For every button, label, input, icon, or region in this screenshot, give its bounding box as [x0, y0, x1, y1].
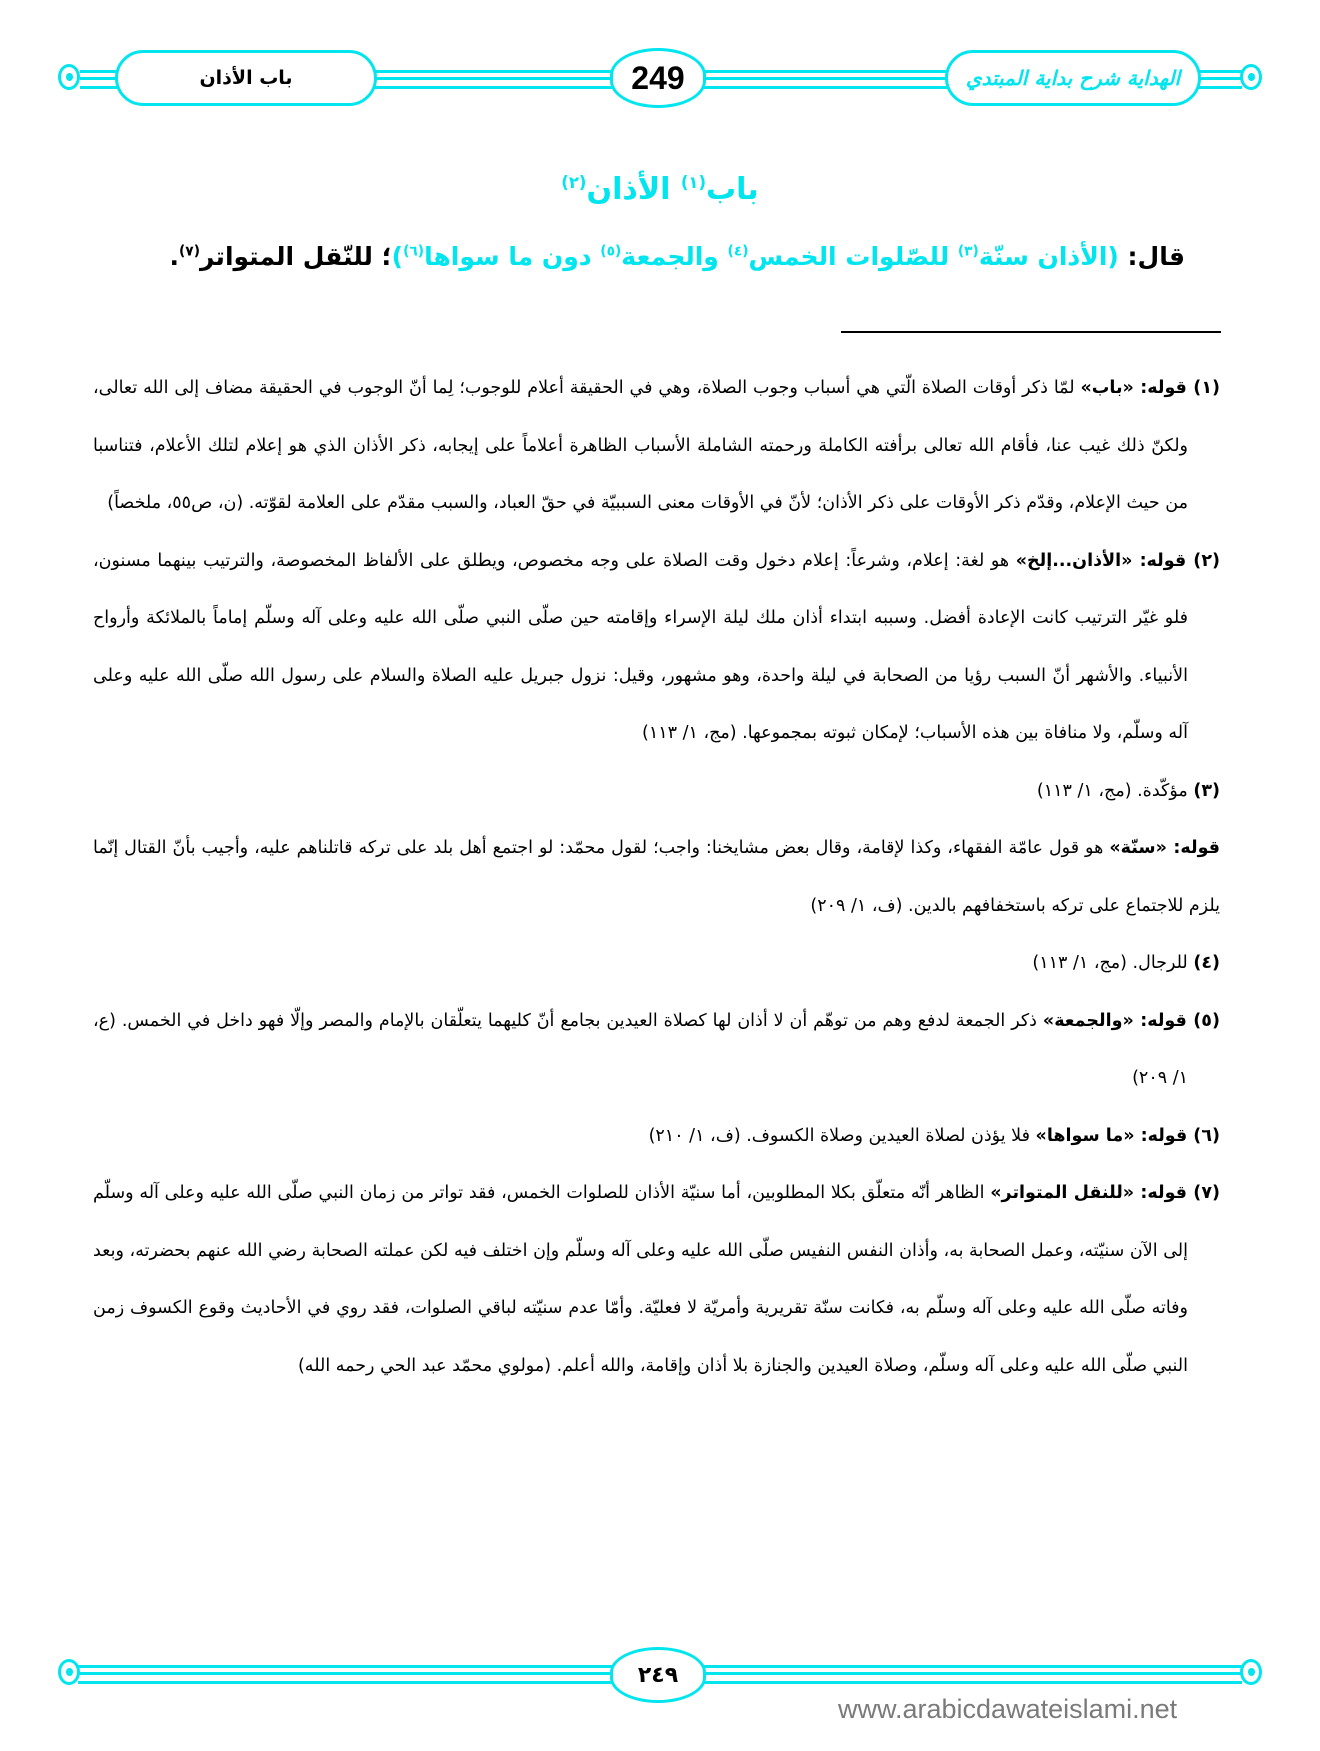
footer-page-number-box: [610, 1647, 706, 1703]
footnote-lead: (٥) قوله: «والجمعة»: [1042, 1010, 1220, 1031]
ornament-icon: [1240, 64, 1262, 90]
rail: [80, 70, 120, 89]
website-watermark: www.arabicdawateislami.net: [838, 1694, 1178, 1724]
chapter-title-word: باب: [706, 172, 759, 207]
footnote-4: [93, 935, 1220, 993]
footnote-lead: قوله: «سنّة»: [1109, 838, 1221, 858]
ornament-icon: [58, 1659, 80, 1685]
footnote-ref[interactable]: (٦): [403, 243, 425, 260]
qal-label: قال:: [1118, 242, 1185, 271]
matn-part: دون ما سواها: [424, 242, 601, 271]
footnote-ref[interactable]: (٤): [727, 243, 749, 260]
book-title-box: [945, 50, 1201, 106]
footnote-lead: (٣): [1193, 780, 1220, 801]
matn-part: والجمعة: [621, 242, 728, 271]
running-title: باب الأذان: [199, 67, 293, 89]
rail: [372, 70, 614, 89]
matn-part: ؛ للنّقل المتواتر: [200, 242, 392, 271]
running-title-box: [115, 50, 377, 106]
footnote-lead: (٧) قوله: «للنقل المتواتر»: [990, 1183, 1220, 1203]
footnote-5: [93, 993, 1220, 1108]
chapter-title-word: الأذان: [586, 172, 671, 207]
footnote-lead: (٦) قوله: «ما سواها»: [1035, 1125, 1220, 1146]
footnote-3-extra: [93, 820, 1220, 935]
matn-part: ): [391, 242, 404, 271]
footnotes: [93, 360, 1220, 1395]
footnote-1: [93, 360, 1220, 533]
matn-part: .: [169, 242, 179, 271]
footnote-separator: [841, 331, 1221, 333]
chapter-title: [0, 172, 1320, 207]
footnote-body: ذكر الجمعة لدفع وهم من توهّم أن لا أذان لها كصلاة العيدين بجامع أنّ كليهما يتعلّقان بالإمام والمصر وإلّا فهو داخل في الخمس. (ع، ١/ ٢٠٩): [93, 1010, 1188, 1088]
footnote-ref[interactable]: (٢): [561, 173, 587, 192]
book-title: الهداية شرح بداية المبتدي: [965, 66, 1181, 90]
page-number: 249: [631, 59, 685, 96]
matn-part: (الأذان سنّة: [978, 242, 1119, 271]
matn-quote: [392, 242, 1119, 271]
ornament-icon: [1240, 1659, 1262, 1685]
footnote-6: [93, 1108, 1220, 1166]
matn-text: [85, 242, 1185, 271]
rail: [78, 1665, 614, 1684]
footnote-body: فلا يؤذن لصلاة العيدين وصلاة الكسوف. (ف، ١/ ٢١٠): [648, 1125, 1036, 1146]
footer-page-number: ٢٤٩: [637, 1662, 679, 1688]
footnote-ref[interactable]: (٣): [957, 243, 979, 260]
rail: [1196, 70, 1242, 89]
footnote-ref[interactable]: (١): [680, 173, 706, 192]
rail: [702, 70, 950, 89]
page-number-box: [610, 48, 706, 108]
footnote-ref[interactable]: (٥): [600, 243, 622, 260]
matn-part: للصّلوات الخمس: [748, 242, 958, 271]
rail: [702, 1665, 1242, 1684]
ornament-icon: [58, 64, 80, 90]
footnote-body: الظاهر أنّه متعلّق بكلا المطلوبين، أما سنيّة الأذان للصلوات الخمس، فقد تواتر من زمان النبي صلّى الله عليه وعلى آله وسلّم إلى الآن سنيّته، وعمل الصحابة به، وأذان النفس النفيس صلّى الله عليه وعلى آله وسلّم وإن اختلف فيه لكن عملته الصحابة رضي الله عنهم بحضرته، وبعد وفاته صلّى الله عليه وعلى آله وسلّم به، فكانت سنّة تقريرية وأمريّة لا فعليّة. وأمّا عدم سنيّته لباقي الصلوات، فقد روي في الأحاديث وقوع الكسوف زمن النبي صلّى الله عليه وعلى آله وسلّم، وصلاة العيدين والجنازة بلا أذان وإقامة، والله أعلم. (مولوي محمّد عبد الحي رحمه الله): [93, 1183, 1188, 1376]
footnote-body: هو لغة: إعلام، وشرعاً: إعلام دخول وقت الصلاة على وجه مخصوص، ويطلق على الألفاظ المخصوصة، والترتيب بينهما مسنون، فلو غيّر الترتيب كانت الإعادة أفضل. وسببه ابتداء أذان ملك ليلة الإسراء وإقامته حين صلّى النبي صلّى الله عليه وعلى آله وسلّم إماماً بالملائكة وأرواح الأنبياء. والأشهر أنّ السبب رؤيا من الصحابة في ليلة واحدة، وهو مشهور، وقيل: نزول جبريل عليه الصلاة والسلام على رسول الله صلّى الله عليه وعلى آله وسلّم، ولا منافاة بين هذه الأسباب؛ لإمكان ثبوته بمجموعها. (مج، ١/ ١١٣): [93, 550, 1188, 743]
footnote-body: مؤكّدة. (مج، ١/ ١١٣): [1036, 780, 1194, 801]
footnote-body: لمّا ذكر أوقات الصلاة الّتي هي أسباب وجوب الصلاة، وهي في الحقيقة أعلام للوجوب؛ لِما أنّ الوجوب في الحقيقة مضاف إلى الله تعالى، ولكنّ ذلك غيب عنا، فأقام الله تعالى برأفته الكاملة ورحمته الشاملة الأسباب الظاهرة أعلاماً على إيجابه، ذكر الأذان الذي هو إعلام لتلك الأعلام، فتناسبا من حيث الإعلام، وقدّم ذكر الأوقات على ذكر الأذان؛ لأنّ في الأوقات معنى السببيّة في حقّ العباد، والسبب مقدّم على العلامة لقوّته. (ن، ص٥٥، ملخصاً): [93, 378, 1188, 513]
footnote-lead: (١) قوله: «باب»: [1080, 378, 1220, 398]
footnote-body: هو قول عامّة الفقهاء، وكذا لإقامة، وقال بعض مشايخنا: واجب؛ لقول محمّد: لو اجتمع أهل بلد على تركه قاتلناهم عليه، وأجيب بأنّ القتال إنّما يلزم للاجتماع على تركه باستخفافهم بالدين. (ف، ١/ ٢٠٩): [93, 838, 1220, 916]
footnote-7: [93, 1165, 1220, 1395]
footnote-lead: (٢) قوله: «الأذان...إلخ»: [1015, 550, 1220, 571]
footnote-body: للرجال. (مج، ١/ ١١٣): [1032, 953, 1194, 973]
footnote-ref[interactable]: (٧): [179, 243, 200, 260]
footnote-lead: (٤): [1193, 953, 1220, 973]
footnote-3: [93, 763, 1220, 821]
footnote-2: [93, 533, 1220, 763]
